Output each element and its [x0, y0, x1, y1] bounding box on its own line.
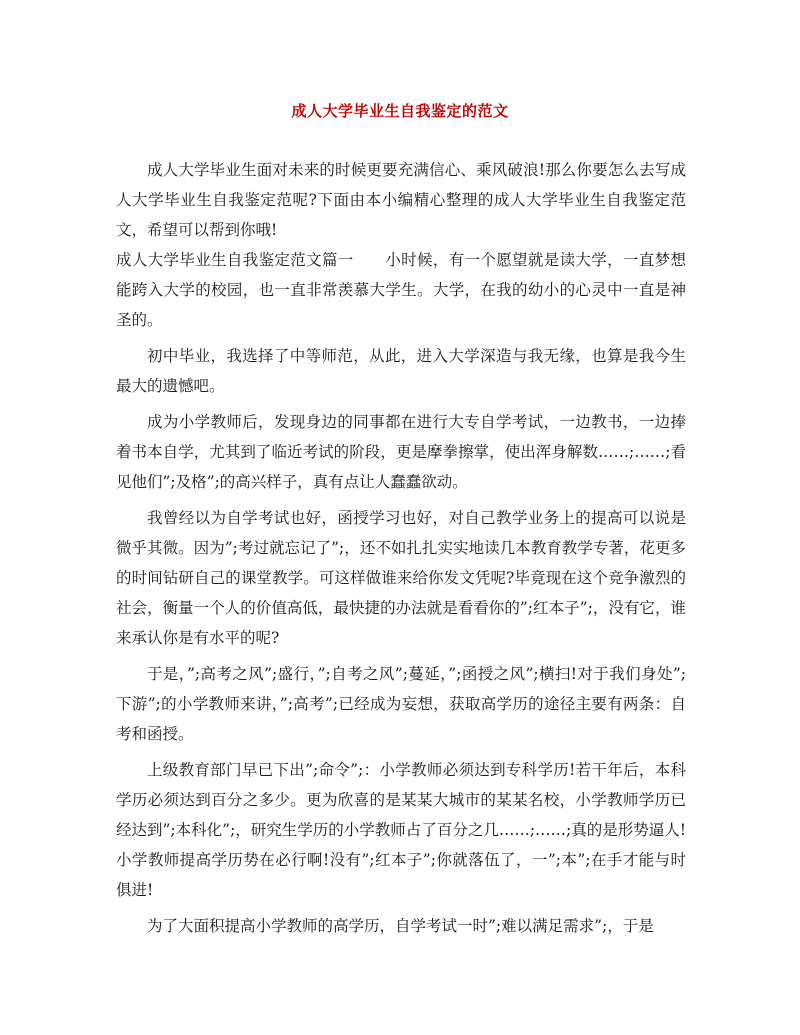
paragraph: 于是，”;高考之风”;盛行，”;自考之风”;蔓延，”;函授之风”;横扫!对于我们身处”;下游”;的小学教师来讲，”;高考”;已经成为妄想，获取高学历的途径主要有两条：自考和函授。	[116, 665, 686, 743]
paragraph: 上级教育部门早已下出”;命令”;：小学教师必须达到专科学历!若干年后，本科学历必须达到百分之多少。更为欣喜的是某某大城市的某某名校，小学教师学历已经达到”;本科化”;，研究生学历的小学教师占了百分之几……;……;真的是形势逼人!小学教师提高学历势在必行啊!没有”;红本子”;你就落伍了，一”;本”;在手才能与时俱进!	[116, 761, 686, 899]
document-body	[116, 155, 686, 947]
paragraph: 为了大面积提高小学教师的高学历，自学考试一时”;难以满足需求”;，于是	[147, 917, 654, 935]
intro-paragraph: 成人大学毕业生面对未来的时候更要充满信心、乘风破浪!那么你要怎么去写成人大学毕业生自我鉴定范呢?下面由本小编精心整理的成人大学毕业生自我鉴定范文，希望可以帮到你哦!	[116, 161, 686, 239]
document-title: 成人大学毕业生自我鉴定的范文	[291, 102, 509, 120]
paragraph-section-heading: 成人大学毕业生自我鉴定范文篇一 小时候，有一个愿望就是读大学，一直梦想能跨入大学的校园，也一直非常羡慕大学生。大学，在我的幼小的心灵中一直是神圣的。	[116, 251, 686, 329]
paragraph: 初中毕业，我选择了中等师范，从此，进入大学深造与我无缘，也算是我今生最大的遗憾吧。	[116, 347, 686, 395]
paragraph: 成为小学教师后，发现身边的同事都在进行大专自学考试，一边教书，一边捧着书本自学，尤其到了临近考试的阶段，更是摩拳擦掌，使出浑身解数……;……;看见他们”;及格”;的高兴样子，真有点让人蠢蠢欲动。	[116, 413, 686, 491]
paragraph: 我曾经以为自学考试也好，函授学习也好，对自己教学业务上的提高可以说是微乎其微。因为”;考过就忘记了”;，还不如扎扎实实地读几本教育教学专著，花更多的时间钻研自己的课堂教学。可这样做谁来给你发文凭呢?毕竟现在这个竞争激烈的社会，衡量一个人的价值高低，最快捷的办法就是看看你的”;红本子”;，没有它，谁来承认你是有水平的呢?	[116, 509, 686, 647]
